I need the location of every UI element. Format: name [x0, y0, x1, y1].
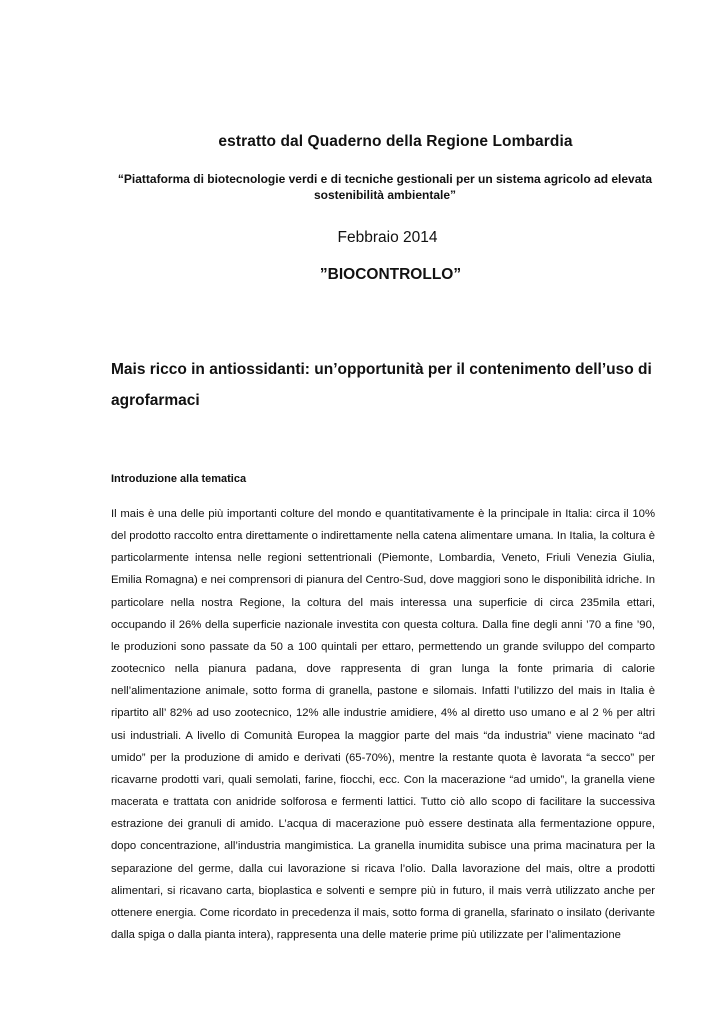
document-date: Febbraio 2014 — [337, 229, 438, 246]
section-tag: ”BIOCONTROLLO” — [319, 266, 462, 283]
document-subtitle: “Piattaforma di biotecnologie verdi e di tecniche gestionali per un sistema agricolo ad elevata sostenibilità ambientale” — [117, 172, 653, 202]
source-heading: estratto dal Quaderno della Regione Lombardia — [218, 133, 573, 150]
intro-heading: Introduzione alla tematica — [111, 473, 247, 485]
body-paragraph: Il mais è una delle più importanti colture del mondo e quantitativamente è la principale in Italia: circa il 10% del prodotto raccolto entra direttamente o indirettamente nella catena alimentare umana. In Italia, la coltura è particolarmente intensa nelle regioni settentrionali (Piemonte, Lombardia, Veneto, Friuli Venezia Giulia, Emilia Romagna) e nei comprensori di pianura del Centro-Sud, dove maggiori sono le disponibilità idriche. In particolare nella nostra Regione, la coltura del mais interessa una superficie di circa 235mila ettari, occupando il 26% della superficie nazionale investita con questa coltura. Dalla fine degli anni ’70 a fine ’90, le produzioni sono passate da 50 a 100 quintali per ettaro, permettendo un grande sviluppo del comparto zootecnico nella pianura padana, dove rappresenta di gran lunga la fonte primaria di calorie nell’alimentazione animale, sotto forma di granella, pastone e silomais. Infatti l’utilizzo del mais in Italia è ripartito all’ 82% ad uso zootecnico, 12% alle industrie amidiere, 4% al diretto uso umano e al 2 % per altri usi industriali. A livello di Comunità Europea la maggior parte del mais “da industria” viene macinato “ad umido” per la produzione di amido e derivati (65-70%), mentre la restante quota è lavorata “a secco” per ricavarne prodotti vari, quali semolati, farine, fiocchi, ecc. Con la macerazione “ad umido”, la granella viene macerata e trattata con anidride solforosa e fermenti lattici. Tutto ciò allo scopo di facilitare la successiva estrazione dei granuli di amido. L’acqua di macerazione può essere destinata alla fermentazione oppure, dopo concentrazione, all’industria mangimistica. La granella inumidita subisce una prima macinatura per la separazione del germe, dalla cui lavorazione si ricava l’olio. Dalla lavorazione del mais, oltre a prodotti alimentari, si ricavano carta, bioplastica e solventi e sempre più in futuro, il mais verrà utilizzato anche per ottenere energia. Come ricordato in precedenza il mais, sotto forma di granella, sfarinato o insilato (derivante dalla spiga o dalla pianta intera), rappresenta una delle materie prime più utilizzate per l’alimentazione — [111, 508, 655, 941]
article-title: Mais ricco in antiossidanti: un’opportunità per il contenimento dell’uso di agrofarmaci — [111, 361, 652, 409]
